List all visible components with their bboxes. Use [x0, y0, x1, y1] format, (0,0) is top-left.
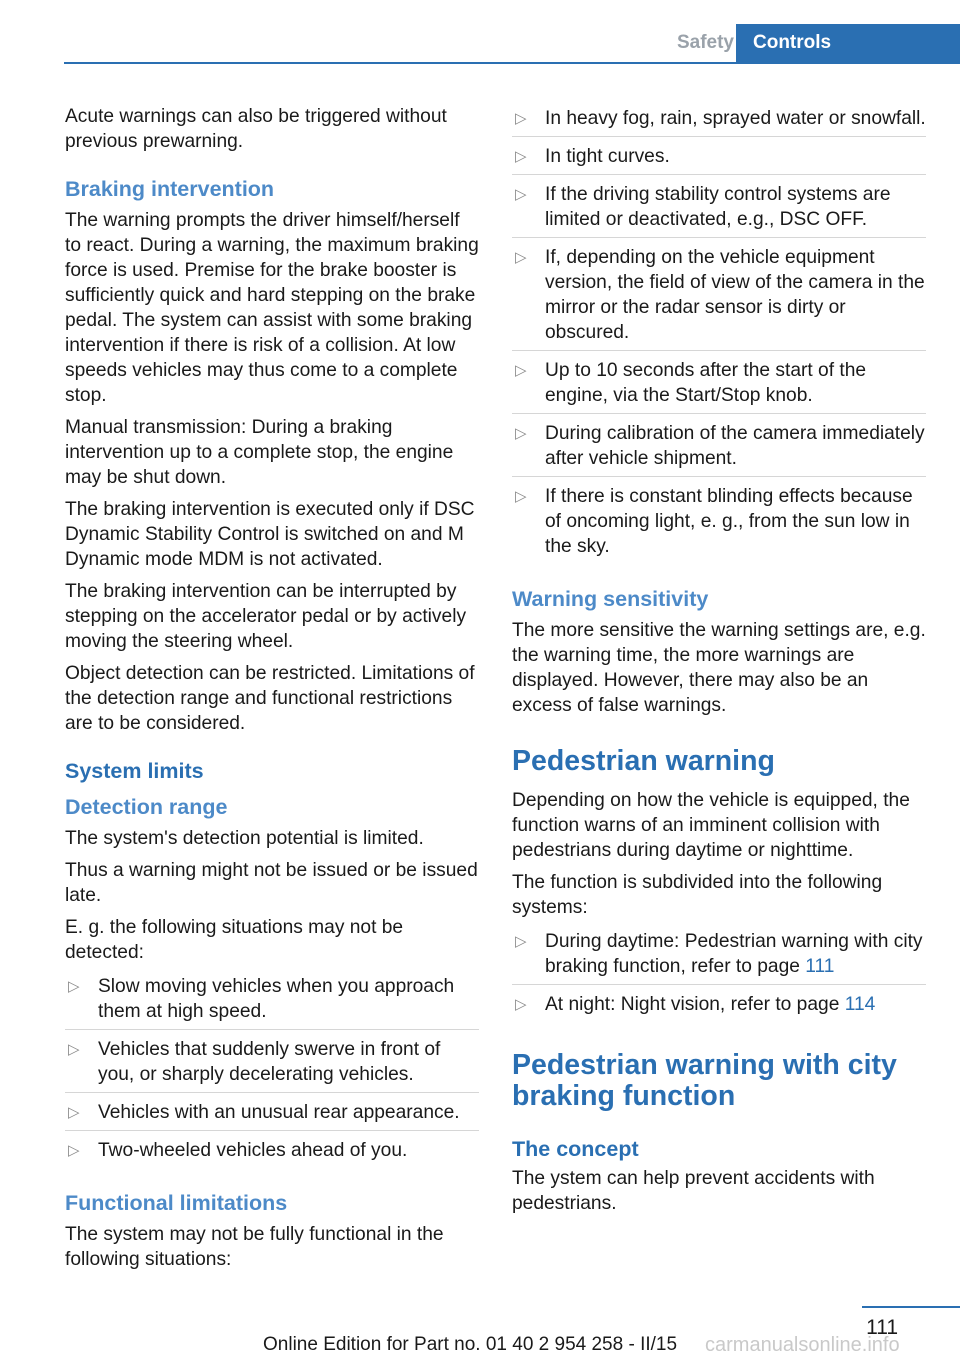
list-item — [512, 482, 926, 564]
list-item — [65, 1098, 479, 1131]
list-item — [65, 972, 479, 1030]
heading-functional-limitations: Functional limitations — [65, 1191, 288, 1215]
heading-system-limits: System limits — [65, 759, 204, 783]
page-reference-link[interactable]: 114 — [844, 994, 876, 1015]
edition-note: Online Edition for Part no. 01 40 2 954 258 - II/15 — [263, 1334, 678, 1355]
triangle-bullet-icon: ▷ — [68, 1104, 80, 1121]
list-item — [512, 990, 926, 1022]
list-item-text: Vehicles that suddenly swerve in front of you, or sharply decelerating vehicles. — [98, 1039, 441, 1085]
chapter-tab: Controls — [736, 24, 960, 62]
triangle-bullet-icon: ▷ — [515, 996, 527, 1013]
list-item — [65, 1136, 479, 1168]
list-item — [65, 1035, 479, 1093]
paragraph: The system's detection potential is limited. — [65, 828, 424, 849]
heading-warning-sensitivity: Warning sensitivity — [512, 587, 709, 611]
list-item — [512, 180, 926, 238]
right-column — [512, 104, 926, 1223]
triangle-bullet-icon: ▷ — [515, 933, 527, 950]
triangle-bullet-icon: ▷ — [515, 148, 527, 165]
heading-pedestrian-warning: Pedestrian warning — [512, 745, 775, 777]
page-number: 111 — [866, 1316, 898, 1339]
list-item — [512, 104, 926, 137]
list-item-text: If there is constant blinding effects because of oncoming light, e. g., from the sun low in the sky. — [545, 486, 913, 557]
list-item-text: At night: Night vision, refer to page — [545, 994, 845, 1015]
heading-braking-intervention: Braking intervention — [65, 177, 275, 201]
paragraph: Acute warnings can also be triggered without previous prewarning. — [65, 106, 447, 152]
paragraph: Object detection can be restricted. Limitations of the detection range and functional restrictions are to be considered. — [65, 663, 475, 734]
page-header — [64, 24, 960, 64]
triangle-bullet-icon: ▷ — [68, 978, 80, 995]
section-tab: Safety — [676, 32, 734, 53]
list-item — [512, 356, 926, 414]
left-column — [65, 104, 479, 1279]
paragraph: The braking intervention is executed only if DSC Dynamic Stability Control is switched on and M Dynamic mode MDM is not activated. — [65, 499, 475, 570]
list-item-text: Vehicles with an unusual rear appearance. — [98, 1102, 460, 1123]
paragraph: The ystem can help prevent accidents with pedestrians. — [512, 1168, 875, 1214]
triangle-bullet-icon: ▷ — [515, 110, 527, 127]
list-item-text: Two-wheeled vehicles ahead of you. — [98, 1140, 408, 1161]
list-item-text: During calibration of the camera immediately after vehicle shipment. — [545, 423, 925, 469]
triangle-bullet-icon: ▷ — [515, 249, 527, 266]
footer-divider — [862, 1306, 960, 1308]
heading-pedestrian-warning-city-braking: Pedestrian warning with city braking function — [512, 1049, 897, 1112]
triangle-bullet-icon: ▷ — [515, 362, 527, 379]
triangle-bullet-icon: ▷ — [68, 1041, 80, 1058]
triangle-bullet-icon: ▷ — [515, 488, 527, 505]
watermark: carmanualsonline.info — [705, 1334, 900, 1356]
list-item-text: If, depending on the vehicle equipment version, the field of view of the camera in the mirror or the radar sensor is dirty or obscured. — [545, 247, 925, 343]
page-reference-link[interactable]: 111 — [805, 956, 835, 977]
triangle-bullet-icon: ▷ — [515, 186, 527, 203]
list-item-text: Slow moving vehicles when you approach them at high speed. — [98, 976, 455, 1022]
heading-detection-range: Detection range — [65, 795, 228, 819]
paragraph: The braking intervention can be interrupted by stepping on the accelerator pedal or by actively moving the steering wheel. — [65, 581, 467, 652]
list-item-text: During daytime: Pedestrian warning with city braking function, refer to page — [545, 931, 923, 977]
list-item-text: If the driving stability control systems are limited or deactivated, e.g., DSC OFF. — [545, 184, 891, 230]
paragraph: E. g. the following situations may not be detected: — [65, 917, 404, 963]
list-item — [512, 142, 926, 175]
list-item — [512, 419, 926, 477]
pedestrian-systems-list — [512, 927, 926, 1022]
paragraph: Depending on how the vehicle is equipped, the function warns of an imminent collision with pedestrians during daytime or nighttime. — [512, 790, 910, 861]
paragraph: The system may not be fully functional in the following situations: — [65, 1224, 444, 1270]
list-item-text: In tight curves. — [545, 146, 670, 167]
paragraph: Thus a warning might not be issued or be issued late. — [65, 860, 478, 906]
list-item — [512, 243, 926, 351]
list-item-text: In heavy fog, rain, sprayed water or snowfall. — [545, 108, 926, 129]
paragraph: Manual transmission: During a braking intervention up to a complete stop, the engine may be shut down. — [65, 417, 454, 488]
triangle-bullet-icon: ▷ — [515, 425, 527, 442]
functional-limits-list — [512, 104, 926, 564]
detection-limits-list — [65, 972, 479, 1168]
paragraph: The function is subdivided into the following systems: — [512, 872, 883, 918]
heading-the-concept: The concept — [512, 1137, 639, 1161]
list-item-text: Up to 10 seconds after the start of the engine, via the Start/Stop knob. — [545, 360, 867, 406]
triangle-bullet-icon: ▷ — [68, 1142, 80, 1159]
paragraph: The warning prompts the driver himself/herself to react. During a warning, the maximum braking force is used. Premise for the brake booster is sufficiently quick and hard stepping on the brake pedal. The system can assist with some braking intervention if there is risk of a collision. At low speeds vehicles may thus come to a complete stop. — [65, 210, 479, 406]
list-item — [512, 927, 926, 985]
paragraph: The more sensitive the warning settings are, e.g. the warning time, the more warnings are displayed. However, there may also be an excess of false warnings. — [512, 620, 926, 716]
